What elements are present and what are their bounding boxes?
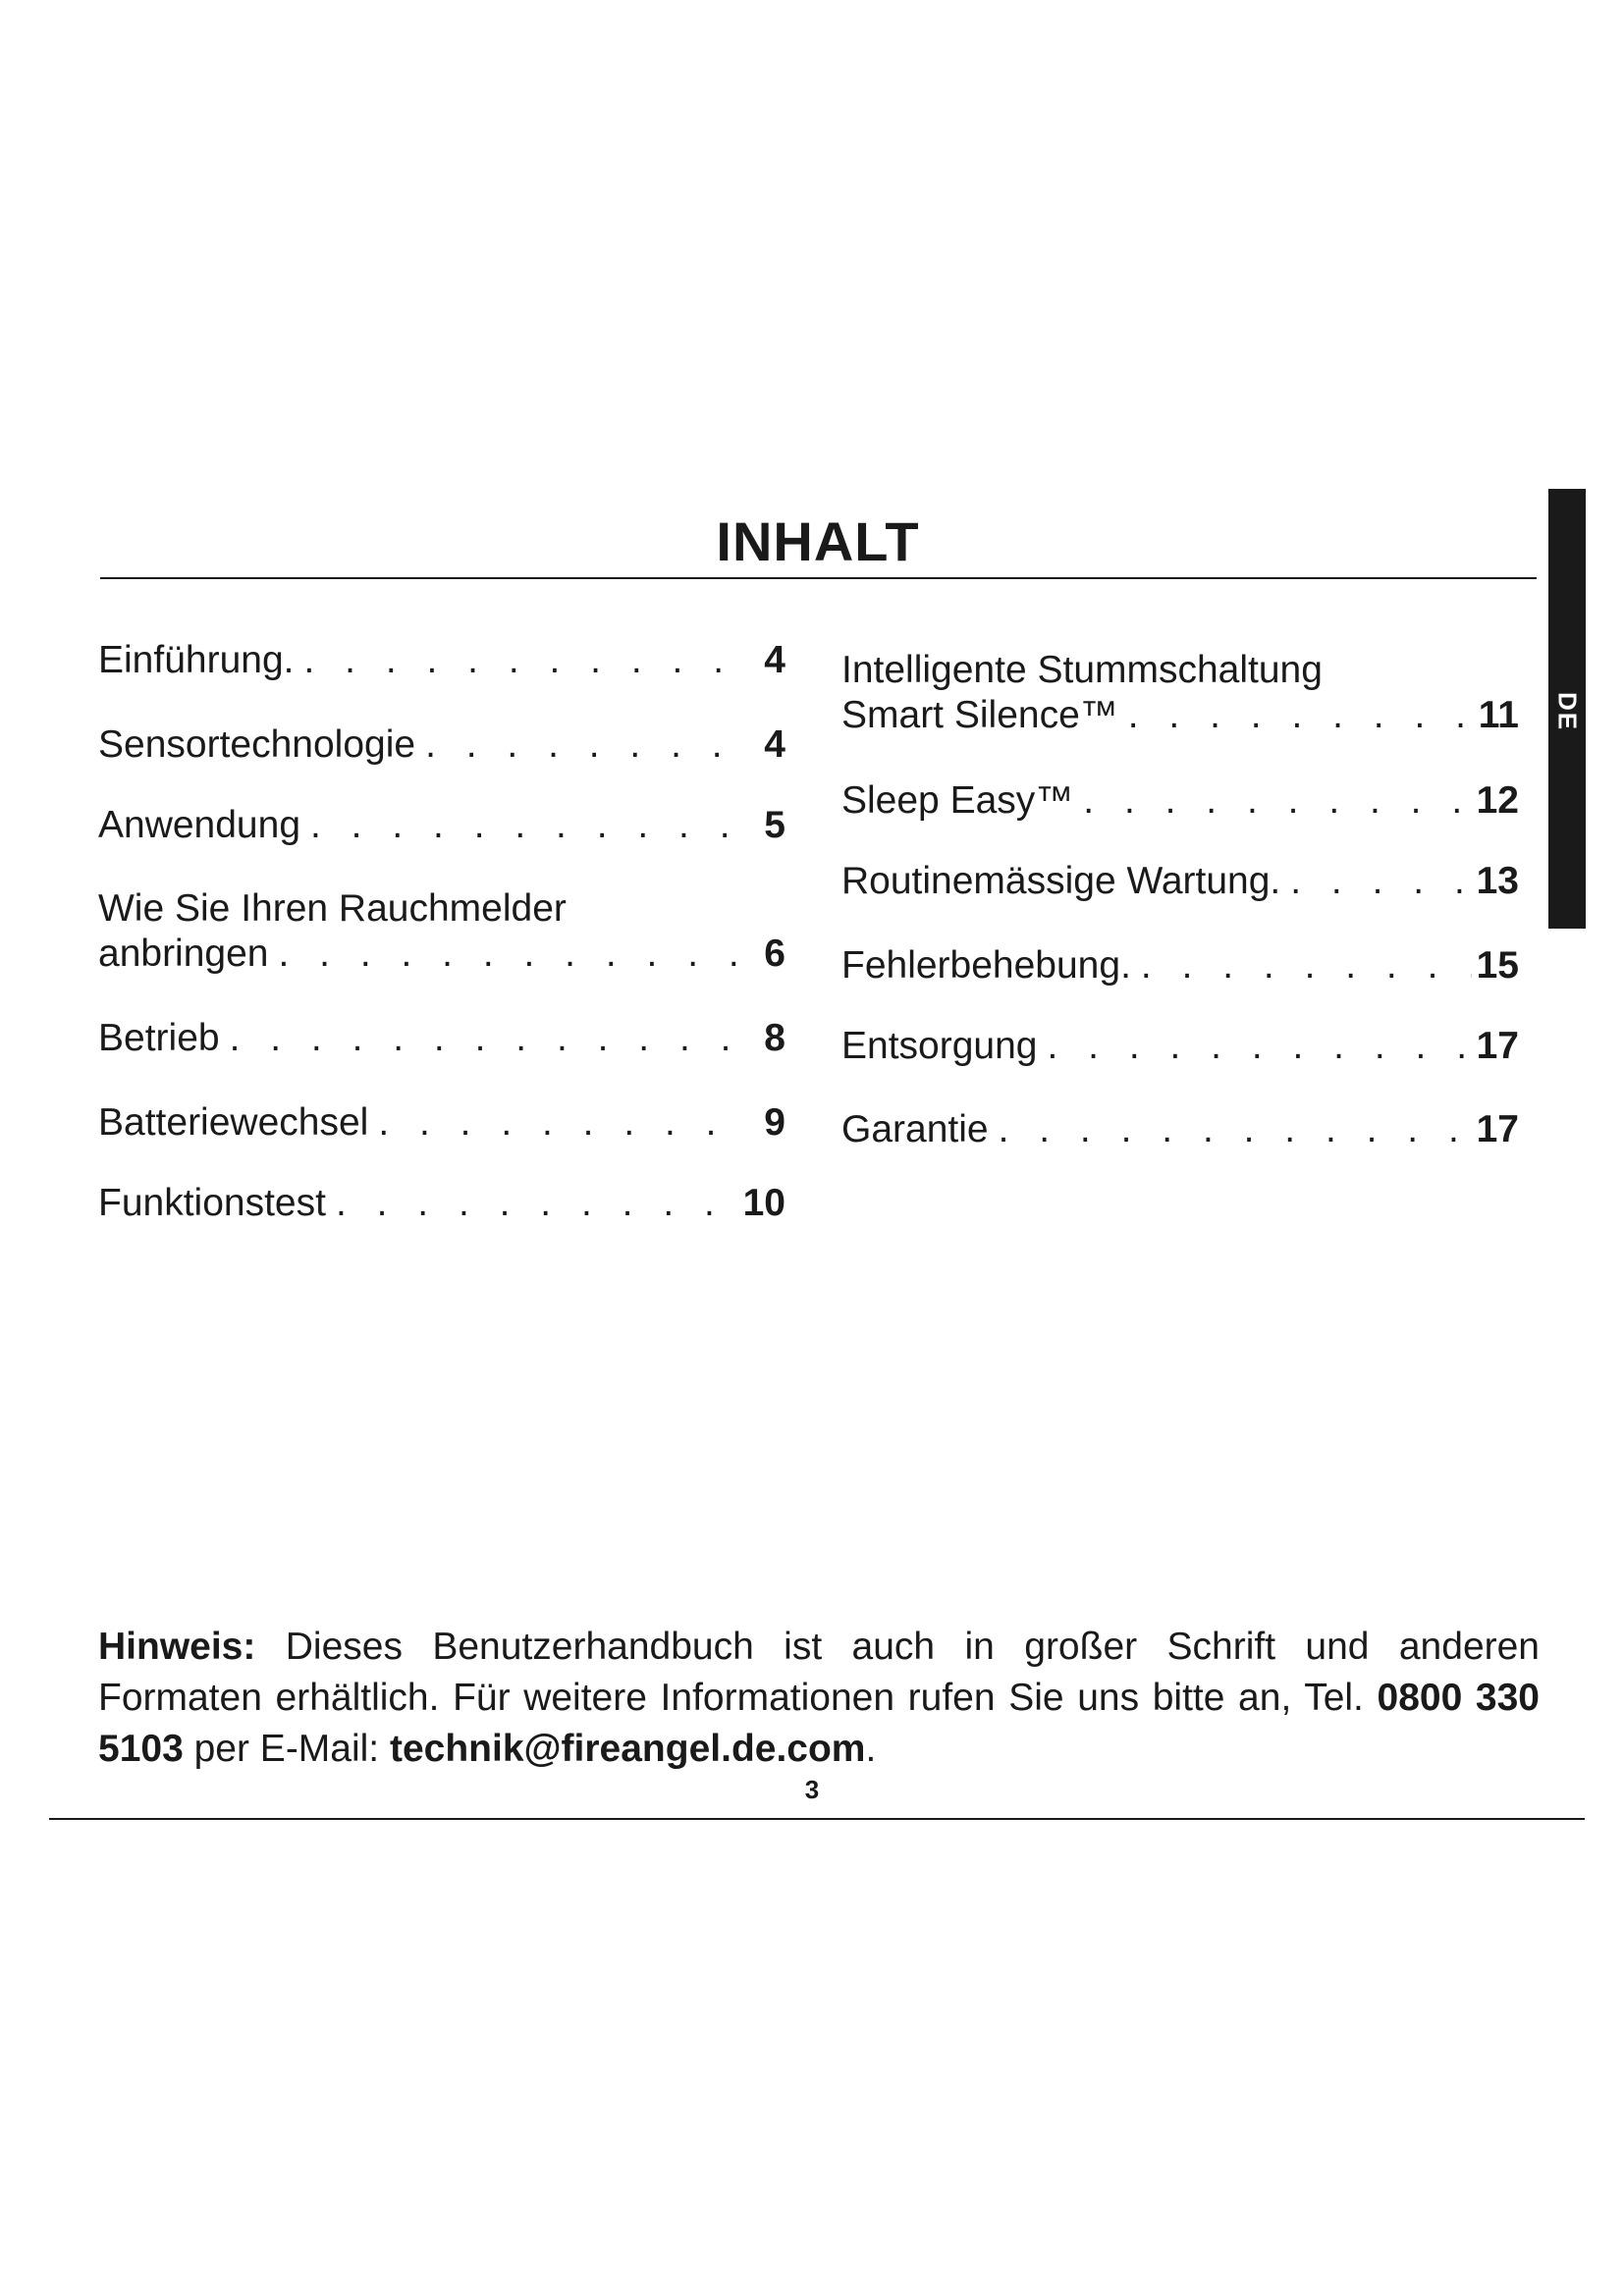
toc-entry-batteriewechsel[interactable] — [98, 1100, 785, 1146]
toc-leader-dots — [220, 1016, 738, 1061]
note-lead: Hinweis: — [98, 1626, 256, 1668]
toc-entry-label: Einführung. — [98, 639, 295, 681]
footer-divider — [49, 1818, 1585, 1820]
toc-entry-label: Smart Silence™ — [841, 694, 1118, 736]
toc-leader-dots — [294, 638, 738, 683]
toc-entry-label-line1: Wie Sie Ihren Rauchmelder — [98, 887, 567, 930]
toc-entry-page: 8 — [764, 1017, 785, 1059]
toc-entry-page: 13 — [1476, 860, 1519, 902]
toc-entry-label-line1: Intelligente Stummschaltung — [841, 649, 1323, 691]
toc-entry-routinemaessige-wartung[interactable] — [841, 859, 1519, 904]
toc-entry-page: 9 — [764, 1101, 785, 1144]
language-tab-label: DE — [1552, 691, 1583, 732]
toc-leader-dots — [268, 932, 738, 977]
note-phone: 0800 330 5103 — [98, 1677, 1540, 1770]
toc-leader-dots — [1280, 859, 1472, 904]
toc-leader-dots — [300, 803, 738, 848]
toc-entry-label: Fehlerbehebung. — [841, 944, 1131, 987]
toc-entry-label: Entsorgung — [841, 1025, 1038, 1067]
toc-entry-garantie[interactable] — [841, 1107, 1519, 1152]
note-paragraph — [98, 1622, 1540, 1775]
toc-entry-page: 12 — [1476, 779, 1519, 822]
toc-entry-label: Routinemässige Wartung. — [841, 860, 1281, 902]
toc-entry-sensortechnologie[interactable] — [98, 722, 785, 768]
toc-entry-label: Batteriewechsel — [98, 1101, 369, 1144]
toc-entry-fehlerbehebung[interactable] — [841, 943, 1519, 988]
toc-leader-dots — [326, 1181, 738, 1226]
toc-entry-anbringen[interactable] — [98, 886, 785, 977]
toc-entry-smart-silence[interactable] — [841, 648, 1519, 738]
toc-entry-label: Funktionstest — [98, 1182, 326, 1224]
toc-entry-anwendung[interactable] — [98, 803, 785, 848]
toc-leader-dots — [1073, 778, 1472, 824]
toc-entry-page: 4 — [764, 639, 785, 681]
toc-entry-page: 10 — [742, 1182, 785, 1224]
note-mid: per E-Mail: — [183, 1728, 390, 1770]
toc-leader-dots — [368, 1100, 738, 1146]
toc-entry-label: Sleep Easy™ — [841, 779, 1074, 822]
toc-leader-dots — [989, 1107, 1472, 1152]
toc-entry-funktionstest[interactable] — [98, 1181, 785, 1226]
toc-entry-label: Anwendung — [98, 804, 301, 846]
toc-entry-label: Sensortechnologie — [98, 723, 416, 766]
toc-entry-sleep-easy[interactable] — [841, 778, 1519, 824]
note-email[interactable]: technik@fireangel.de.com — [389, 1728, 866, 1770]
toc-entry-page: 15 — [1476, 944, 1519, 987]
toc-entry-einfuehrung[interactable] — [98, 638, 785, 683]
page-number: 3 — [804, 1775, 820, 1804]
toc-entry-page: 4 — [764, 723, 785, 766]
toc-leader-dots — [415, 722, 738, 768]
note-end: . — [865, 1728, 877, 1770]
toc-entry-betrieb[interactable] — [98, 1016, 785, 1061]
toc-entry-page: 11 — [1478, 694, 1519, 736]
page-title: INHALT — [716, 510, 920, 572]
toc-entry-page: 17 — [1476, 1108, 1519, 1150]
toc-leader-dots — [1118, 693, 1472, 738]
title-divider — [100, 577, 1537, 579]
toc-entry-label: Betrieb — [98, 1017, 220, 1059]
toc-entry-page: 6 — [764, 933, 785, 975]
toc-entry-label: Garantie — [841, 1108, 989, 1150]
toc-entry-entsorgung[interactable] — [841, 1024, 1519, 1069]
toc-leader-dots — [1131, 943, 1472, 988]
note-text: Dieses Benutzerhandbuch ist auch in großer Schrift und anderen Formaten erhältlich. Für weitere Informationen rufen Sie uns bitte an, Tel. — [98, 1626, 1540, 1719]
toc-entry-label: anbringen — [98, 933, 269, 975]
toc-entry-page: 5 — [764, 804, 785, 846]
toc-leader-dots — [1037, 1024, 1472, 1069]
toc-entry-page: 17 — [1476, 1025, 1519, 1067]
